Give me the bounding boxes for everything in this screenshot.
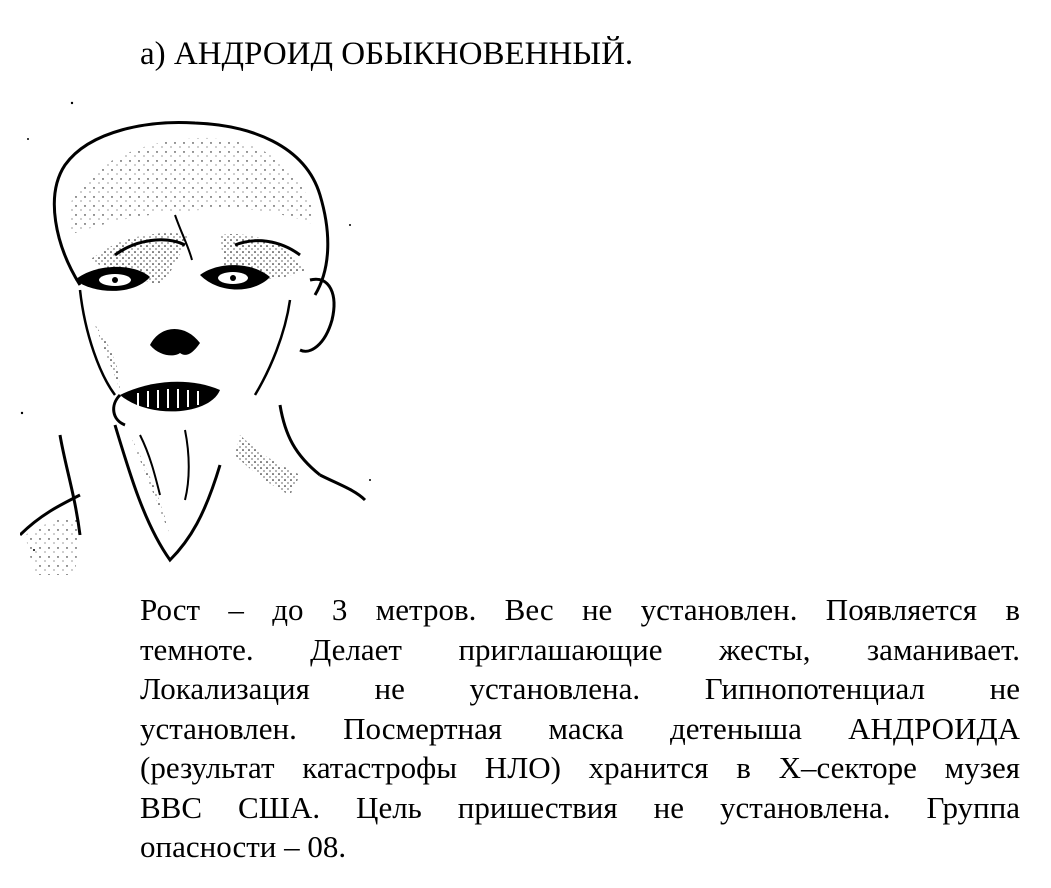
description-line: Рост – до 3 метров. Вес не установлен. Появляется в	[140, 592, 1020, 627]
teeth	[138, 389, 198, 408]
description-line: установлен. Посмертная маска детеныша АНДРОИДА	[140, 710, 1020, 746]
description-line: опасности – 08.	[140, 829, 347, 864]
description-line: (результат катастрофы НЛО) хранится в Х–секторе музея	[140, 750, 1020, 785]
description-line: ВВС США. Цель пришествия не установлена. Группа	[140, 789, 1020, 825]
section-heading: а) АНДРОИД ОБЫКНОВЕННЫЙ.	[140, 36, 634, 72]
alien-head-drawing-icon	[20, 95, 390, 585]
description-line: темноте. Делает приглашающие жесты, заманивает.	[140, 631, 1020, 667]
description-text	[140, 590, 1020, 867]
description-line: Локализация не установлена. Гипнопотенциал не	[140, 671, 1020, 706]
